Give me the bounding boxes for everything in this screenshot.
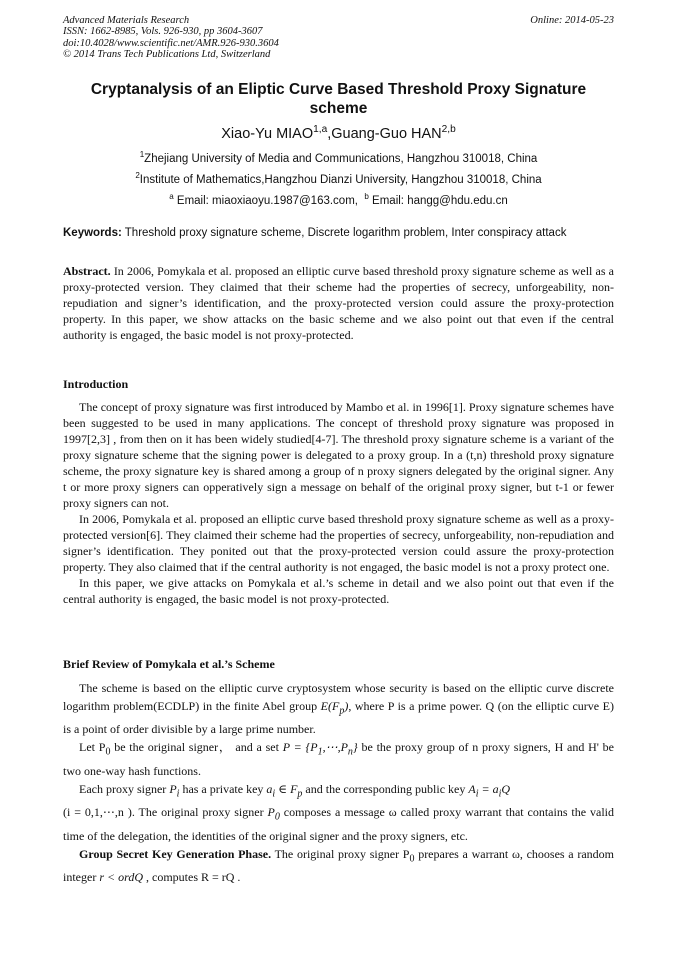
copyright-line: © 2014 Trans Tech Publications Ltd, Switzerland xyxy=(63,48,271,60)
keywords xyxy=(63,227,623,239)
review-p4: Group Secret Key Generation Phase. The original proxy signer $P_0$ prepares a warrant ω, chooses a random integer r < ordQ , computes R = rQ . xyxy=(63,846,615,884)
email-a-sup: a xyxy=(169,192,174,201)
author-sep: , xyxy=(327,125,332,142)
review-p3: Each proxy signer $P_i$ has a private key $a_i$ ∈ $F_p$ and the corresponding public key $A_i = a_iQ$ (i = 0,1,⋯,n ). The original proxy signer $P_0$ composes a message ω called proxy warrant that contains the valid time of the delegation, the identities of the original signer and the proxy signers, etc. xyxy=(63,781,614,843)
email-b-sup: b xyxy=(364,192,369,201)
affiliation-1 xyxy=(63,150,614,165)
keywords-text: Threshold proxy signature scheme, Discrete logarithm problem, Inter conspiracy attack xyxy=(121,227,567,239)
intro-p1: The concept of proxy signature was first introduced by Mambo et al. in 1996[1]. Proxy signature schemes have been suggested to be used in many applications. The concept of threshold proxy signature was proposed in 1997[2,3] , from then on it has been widely studied[4-7]. The threshold proxy signature scheme is a variant of the proxy signature scheme that the signing power is delegated to a proxy group. In a (t,n) threshold proxy signature scheme, the proxy signature key is shared among a group of n proxy signers delegated by the original signer. Any t or more proxy signers can opperatively sign a message on behalf of the original proxy signer, but t-1 or fewer proxy signers can not. xyxy=(63,400,614,510)
email-b: Email: hangg@hdu.edu.cn xyxy=(368,194,508,207)
author-2: Guang-Guo HAN xyxy=(331,125,442,142)
online-date: Online: 2014-05-23 xyxy=(530,15,614,26)
review-body xyxy=(63,679,614,886)
review-heading: Brief Review of Pomykala et al.’s Scheme xyxy=(63,657,275,671)
author-line xyxy=(63,124,614,142)
abstract-label: Abstract. xyxy=(63,264,111,278)
review-p1: The scheme is based on the elliptic curve cryptosystem whose security is based on the elliptic curve discrete logarithm problem(ECDLP) in the finite Abel group $E(F_p)$, where P is a prime power. Q (on the elliptic curve E) is a point of order divisible by a large prime number. xyxy=(63,681,615,737)
keywords-label: Keywords: xyxy=(63,227,122,239)
author-1-sup: 1,a xyxy=(313,124,328,135)
email-a: Email: miaoxiaoyu.1987@163.com, xyxy=(173,194,358,207)
issn-line: ISSN: 1662-8985, Vols. 926-930, pp 3604-3607 xyxy=(63,26,263,38)
doi-line: doi:10.4028/www.scientific.net/AMR.926-930.3604 xyxy=(63,37,279,49)
abstract xyxy=(63,263,614,343)
email-line xyxy=(63,192,614,207)
aff-2-text: Institute of Mathematics,Hangzhou Dianzi University, Hangzhou 310018, China xyxy=(139,173,542,186)
phase-label: Group Secret Key Generation Phase. xyxy=(79,846,272,861)
paper-title: Cryptanalysis of an Eliptic Curve Based Threshold Proxy Signature scheme xyxy=(90,81,587,117)
author-1: Xiao-Yu MIAO xyxy=(221,125,314,142)
intro-p2: In 2006, Pomykala et al. proposed an elliptic curve based threshold proxy signature scheme as well as a proxy-protected version[6]. They claimed their scheme had the properties of secrecy, unforgeability, non-repudiation and signer’s identification. They ponited out that the proxy-protected version could assure the proxy-protection property. They also claimed that if the central authority is not engaged, the basic model is not a proxy protect one. xyxy=(63,512,614,574)
review-p2: Let $P_0$ be the original signer， and a set $P = \{P_1,\cdots,P_n\}$ be the proxy group of n proxy signers, H and H' be two one-way hash functions. xyxy=(63,740,615,778)
intro-p3: In this paper, we give attacks on Pomykala et al.’s scheme in detail and we also point out that even if the central authority is engaged, the basic model is not proxy-protected. xyxy=(63,576,614,606)
aff-1-sup: 1 xyxy=(139,150,145,159)
intro-body xyxy=(63,399,614,607)
aff-1-text: Zhejiang University of Media and Communications, Hangzhou 310018, China xyxy=(144,152,538,165)
abstract-text: In 2006, Pomykala et al. proposed an elliptic curve based threshold proxy signature scheme as well as a proxy-protected version. They claimed that their scheme had the properties of secrecy, unforgeability, non-repudiation and signer’s identification, and the proxy-protected version could assure the proxy-protection property. In this paper, we show attacks on the basic scheme and we also point out that even if the central authority is engaged, the basic model is not proxy-protected. xyxy=(63,264,614,342)
aff-2-sup: 2 xyxy=(135,171,140,180)
author-2-sup: 2,b xyxy=(441,124,456,135)
journal-header xyxy=(63,15,279,60)
intro-heading: Introduction xyxy=(63,377,129,391)
affiliation-2 xyxy=(63,171,614,186)
journal-name: Advanced Materials Research xyxy=(63,15,190,26)
